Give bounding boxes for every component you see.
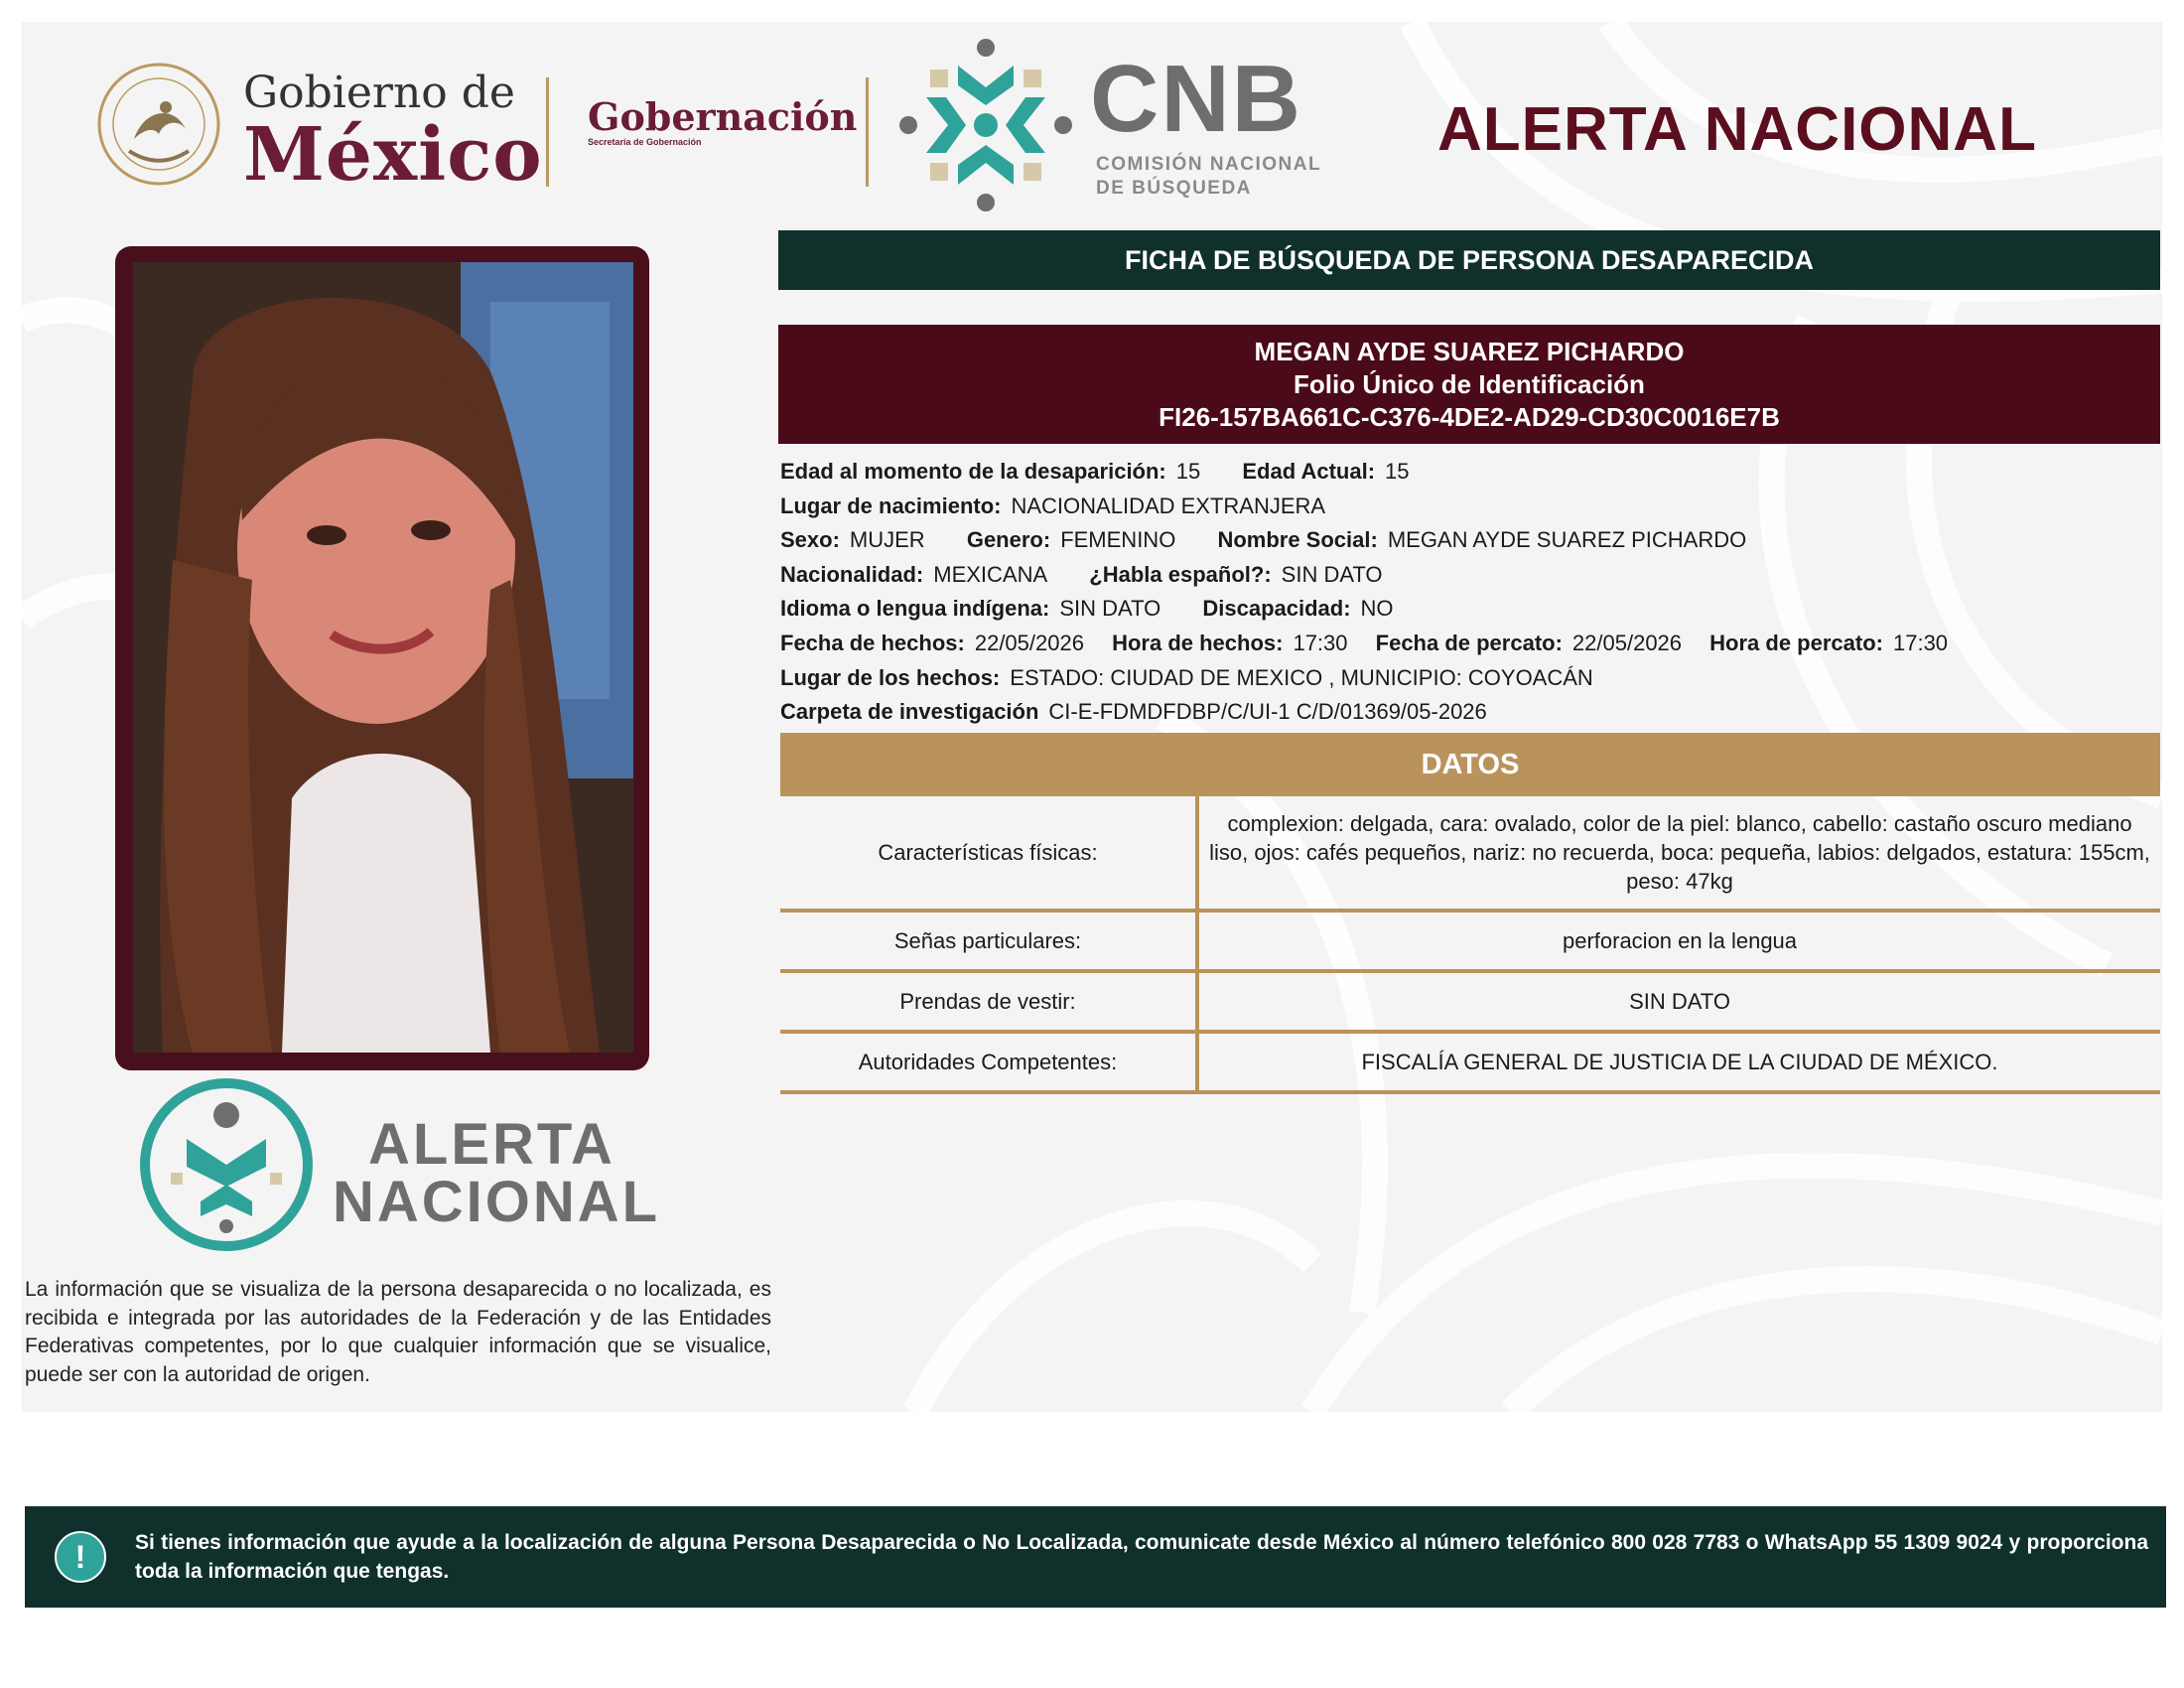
alerta-wordmark-line2: NACIONAL [333, 1170, 661, 1234]
datos-key: Señas particulares: [780, 911, 1197, 971]
person-name: MEGAN AYDE SUAREZ PICHARDO [1254, 336, 1685, 366]
alerta-nacional-wordmark [333, 1112, 661, 1234]
datos-key: Características físicas: [780, 796, 1197, 911]
person-info [780, 455, 2160, 730]
datos-value: SIN DATO [1197, 971, 2160, 1032]
folio-value: FI26-157BA661C-C376-4DE2-AD29-CD30C0016E7B [1159, 401, 1780, 432]
person-name-box [778, 325, 2160, 444]
hora-percato-value: 17:30 [1892, 630, 1949, 655]
datos-key: Autoridades Competentes: [780, 1032, 1197, 1092]
table-row [780, 971, 2160, 1032]
fecha-hechos-label: Fecha de hechos: [780, 630, 965, 655]
fecha-hechos-value: 22/05/2026 [974, 630, 1084, 655]
ficha-title: FICHA DE BÚSQUEDA DE PERSONA DESAPARECIDA [1124, 244, 1815, 275]
discapacidad-label: Discapacidad: [1202, 596, 1351, 622]
sexo-label: Sexo: [780, 527, 840, 553]
mexico-seal-icon [94, 60, 223, 189]
discapacidad-value: NO [1360, 596, 1394, 622]
lugar-hechos-value: ESTADO: CIUDAD DE MEXICO , MUNICIPIO: COYOACÁN [1010, 664, 1593, 690]
gobernacion-logo: Gobernación [588, 94, 858, 139]
header-divider [546, 77, 549, 187]
info-row [780, 558, 2160, 593]
genero-value: FEMENINO [1060, 527, 1176, 553]
datos-key: Prendas de vestir: [780, 971, 1197, 1032]
info-row [780, 661, 2160, 696]
cnb-wordmark: CNB [1090, 46, 1302, 152]
fecha-percato-value: 22/05/2026 [1571, 630, 1683, 655]
edad-desaparicion-value: 15 [1175, 459, 1201, 484]
info-row [780, 455, 2160, 490]
habla-espanol-value: SIN DATO [1281, 561, 1383, 587]
nombre-social-value: MEGAN AYDE SUAREZ PICHARDO [1387, 527, 1747, 553]
gobierno-de-mexico-logo [243, 68, 543, 198]
info-row [780, 592, 2160, 627]
lugar-nacimiento-value: NACIONALIDAD EXTRANJERA [1011, 492, 1326, 518]
alerta-nacional-title: ALERTA NACIONAL [1437, 95, 2037, 164]
gobierno-line1: Gobierno de [243, 68, 515, 118]
hora-hechos-label: Hora de hechos: [1112, 630, 1284, 655]
carpeta-value: CI-E-FDMDFDBP/C/UI-1 C/D/01369/05-2026 [1048, 699, 1487, 725]
carpeta-label: Carpeta de investigación [780, 699, 1039, 725]
contact-footer [25, 1506, 2166, 1608]
missing-person-photo [133, 262, 633, 1053]
info-row [780, 490, 2160, 524]
nacionalidad-label: Nacionalidad: [780, 561, 924, 587]
genero-label: Genero: [966, 527, 1051, 553]
datos-value: perforacion en la lengua [1197, 911, 2160, 971]
table-row [780, 796, 2160, 911]
gobernacion-subtitle: Secretaría de Gobernación [588, 137, 702, 147]
idioma-label: Idioma o lengua indígena: [780, 596, 1050, 622]
info-row [780, 627, 2160, 661]
lugar-hechos-label: Lugar de los hechos: [780, 664, 1001, 690]
folio-label: Folio Único de Identificación [1294, 368, 1645, 399]
edad-actual-label: Edad Actual: [1242, 459, 1376, 484]
hora-percato-label: Hora de percato: [1709, 630, 1883, 655]
cnb-subtitle-line1: COMISIÓN NACIONAL [1096, 154, 1322, 175]
cnb-logo-icon [898, 38, 1072, 211]
datos-table [780, 796, 2160, 1094]
edad-desaparicion-label: Edad al momento de la desaparición: [780, 459, 1166, 484]
datos-title: DATOS [1421, 748, 1520, 780]
cnb-subtitle-line2: DE BÚSQUEDA [1096, 178, 1252, 199]
idioma-value: SIN DATO [1059, 596, 1161, 622]
cnb-subtitle [1096, 153, 1321, 201]
disclaimer-text: La información que se visualiza de la persona desaparecida o no localizada, es recibida e integrada por las autoridades de la Federación y de las Entidades Federativas competentes, por lo que cualquier información que se visualice, puede ser con la autoridad de origen. [25, 1278, 771, 1386]
alerta-nacional-logo-icon [139, 1077, 314, 1252]
header-divider [866, 77, 869, 187]
nacionalidad-value: MEXICANA [933, 561, 1048, 587]
footer-text: Si tienes información que ayude a la localización de alguna Persona Desaparecida o No Localizada, comunicate desde México al número telefónico 800 028 7783 o WhatsApp 55 1309 9024 y proporciona toda la información que tengas. [135, 1531, 2148, 1583]
info-row [780, 523, 2160, 558]
nombre-social-label: Nombre Social: [1217, 527, 1378, 553]
table-row [780, 1032, 2160, 1092]
alerta-wordmark-line1: ALERTA [368, 1112, 615, 1177]
datos-header [780, 733, 2160, 796]
lugar-nacimiento-label: Lugar de nacimiento: [780, 492, 1002, 518]
table-row [780, 911, 2160, 971]
hora-hechos-value: 17:30 [1293, 630, 1348, 655]
exclamation-icon: ! [55, 1531, 106, 1583]
fecha-percato-label: Fecha de percato: [1375, 630, 1563, 655]
datos-value: complexion: delgada, cara: ovalado, color de la piel: blanco, cabello: castaño oscuro mediano liso, ojos: cafés pequeños, nariz: no recuerda, boca: pequeña, labios: delgados, estatura: 155cm, peso: 47kg [1197, 796, 2160, 911]
sexo-value: MUJER [849, 527, 925, 553]
datos-value: FISCALÍA GENERAL DE JUSTICIA DE LA CIUDAD DE MÉXICO. [1197, 1032, 2160, 1092]
habla-espanol-label: ¿Habla español?: [1089, 561, 1272, 587]
ficha-title-bar [778, 230, 2160, 290]
edad-actual-value: 15 [1385, 459, 1410, 484]
info-row [780, 695, 2160, 730]
gobierno-line2: México [243, 112, 543, 198]
